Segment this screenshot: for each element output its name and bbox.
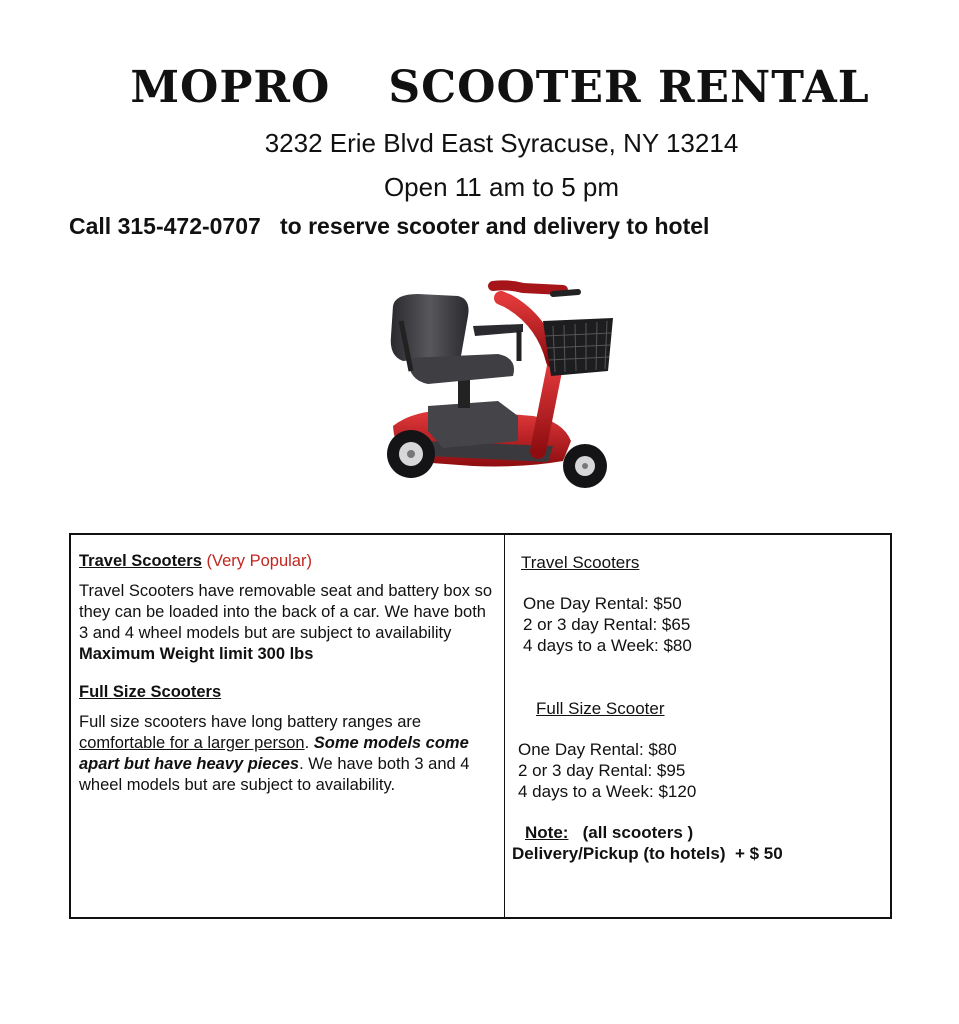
full-text-part: . [304, 734, 314, 752]
very-popular-tag: (Very Popular) [201, 552, 312, 570]
call-to-reserve: Call 315-472-0707 to reserve scooter and delivery to hotel [69, 213, 710, 239]
full-size-scooters-heading: Full Size Scooters [79, 683, 222, 701]
full-size-pricing-heading: Full Size Scooter [536, 699, 665, 718]
page-title [0, 62, 959, 113]
store-address: 3232 Erie Blvd East Syracuse, NY 13214 [264, 128, 739, 158]
title-service: SCOOTER RENTAL [388, 62, 870, 113]
mobility-scooter-image [323, 266, 633, 502]
note-label: Note: [525, 823, 569, 842]
note-text: (all scooters ) [568, 823, 694, 842]
travel-price-line: One Day Rental: $50 [523, 594, 682, 613]
rental-info-table [69, 533, 892, 919]
title-brand: MOPRO [130, 62, 331, 113]
travel-description: Travel Scooters have removable seat and battery box so they can be loaded into the back of a car. We have both 3 and 4 wheel models but are subject to availability [79, 582, 493, 642]
travel-pricing-heading: Travel Scooters [521, 553, 640, 572]
travel-heading-text: Travel Scooters [79, 552, 202, 570]
full-size-description [79, 712, 497, 796]
column-divider [504, 535, 505, 917]
travel-price-line: 2 or 3 day Rental: $65 [523, 615, 691, 634]
full-text-part: Full size scooters have long battery ranges are [79, 713, 422, 731]
travel-scooters-heading [79, 551, 497, 572]
full-size-price-line: 4 days to a Week: $120 [518, 782, 697, 801]
scooter-descriptions [79, 551, 497, 796]
delivery-fee: Delivery/Pickup (to hotels) + $ 50 [512, 844, 783, 863]
travel-price-line: 4 days to a Week: $80 [523, 636, 692, 655]
full-size-price-line: One Day Rental: $80 [518, 740, 677, 759]
store-hours: Open 11 am to 5 pm [383, 172, 620, 202]
full-text-part: . We have both 3 and 4 wheel models but are subject to availability. [79, 755, 470, 794]
full-text-underlined: comfortable for a larger person [79, 734, 305, 752]
full-size-price-line: 2 or 3 day Rental: $95 [518, 761, 686, 780]
note-line [525, 822, 693, 843]
full-text-emphasis: Some models come apart but have heavy pieces [79, 734, 469, 773]
max-weight-limit: Maximum Weight limit 300 lbs [79, 645, 314, 663]
